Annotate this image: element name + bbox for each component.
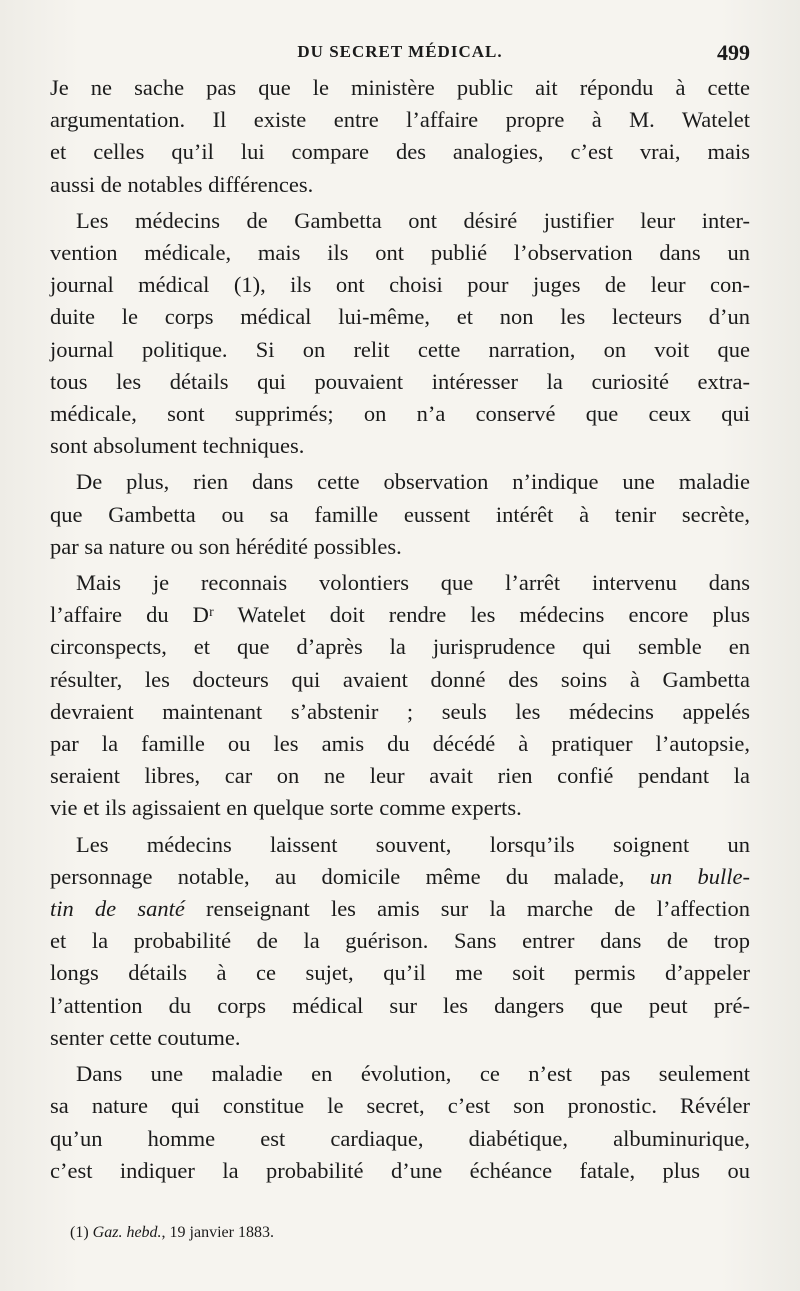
text-line: aussi de notables différences. [50,171,314,197]
text-line: personnage notable, au domicile même du malade, un bulle- [50,863,751,889]
text-line: sa nature qui constitue le secret, c’est son pronostic. Révéler [50,1093,750,1119]
text-line: médicale, sont supprimés; on n’a conservé que ceux qui [50,401,750,427]
paragraph [50,72,750,201]
paragraph [50,466,750,563]
text-line: vention médicale, mais ils ont publié l’observation dans un [50,240,750,266]
text-line: par sa nature ou son hérédité possibles. [50,533,402,559]
text-line: journal politique. Si on relit cette narration, on voit que [50,336,750,362]
page-header [50,38,750,68]
paragraph [50,567,750,825]
text-line: sont absolument techniques. [50,433,305,459]
text-line: l’attention du corps médical sur les dangers que peut pré- [50,992,750,1018]
paragraph [50,829,750,1054]
text-line: longs détails à ce sujet, qu’il me soit permis d’appeler [50,960,750,986]
text-line: senter cette coutume. [50,1024,241,1050]
footnote-detail: , 19 janvier 1883. [161,1224,274,1241]
text-line: circonspects, et que d’après la jurisprudence qui semble en [50,634,750,660]
text-line: seraient libres, car on ne leur avait rien confié pendant la [50,763,750,789]
text-line: Mais je reconnais volontiers que l’arrêt intervenu dans [76,570,750,596]
text-line: Les médecins laissent souvent, lorsqu’ils soignent un [76,831,750,857]
text-line: argumentation. Il existe entre l’affaire propre à M. Watelet [50,107,750,133]
footnote-source: Gaz. hebd. [92,1224,162,1241]
text-line: l’affaire du Dʳ Watelet doit rendre les médecins encore plus [50,602,750,628]
footnote-marker: (1) [70,1224,89,1241]
paragraph [50,205,750,463]
text-line: De plus, rien dans cette observation n’indique une maladie [76,469,750,495]
text-line: et la probabilité de la guérison. Sans entrer dans de trop [50,928,750,954]
text-line: duite le corps médical lui-même, et non les lecteurs d’un [50,304,750,330]
text-line: c’est indiquer la probabilité d’une échéance fatale, plus ou [50,1157,750,1183]
paragraph [50,1058,750,1187]
text-line: Les médecins de Gambetta ont désiré justifier leur inter- [76,207,750,233]
text-line: Je ne sache pas que le ministère public ait répondu à cette [50,75,750,100]
text-line: tin de santé renseignant les amis sur la marche de l’affection [50,896,750,922]
text-line: et celles qu’il lui compare des analogies, c’est vrai, mais [50,139,750,165]
text-line: résulter, les docteurs qui avaient donné des soins à Gambetta [50,666,750,692]
page-number: 499 [717,40,750,65]
footnote [70,1224,274,1242]
text-line: qu’un homme est cardiaque, diabétique, albuminurique, [50,1125,750,1151]
text-line: par la famille ou les amis du décédé à pratiquer l’autopsie, [50,731,750,757]
text-line: tous les détails qui pouvaient intéresser la curiosité extra- [50,368,750,394]
text-line: vie et ils agissaient en quelque sorte comme experts. [50,795,522,821]
running-head: DU SECRET MÉDICAL. [297,42,503,61]
text-line: que Gambetta ou sa famille eussent intérêt à tenir secrète, [50,501,750,527]
text-line: journal médical (1), ils ont choisi pour juges de leur con- [50,272,750,298]
body-text [50,72,750,1191]
text-line: devraient maintenant s’abstenir ; seuls les médecins appelés [50,698,750,724]
text-line: Dans une maladie en évolution, ce n’est pas seulement [76,1061,750,1087]
